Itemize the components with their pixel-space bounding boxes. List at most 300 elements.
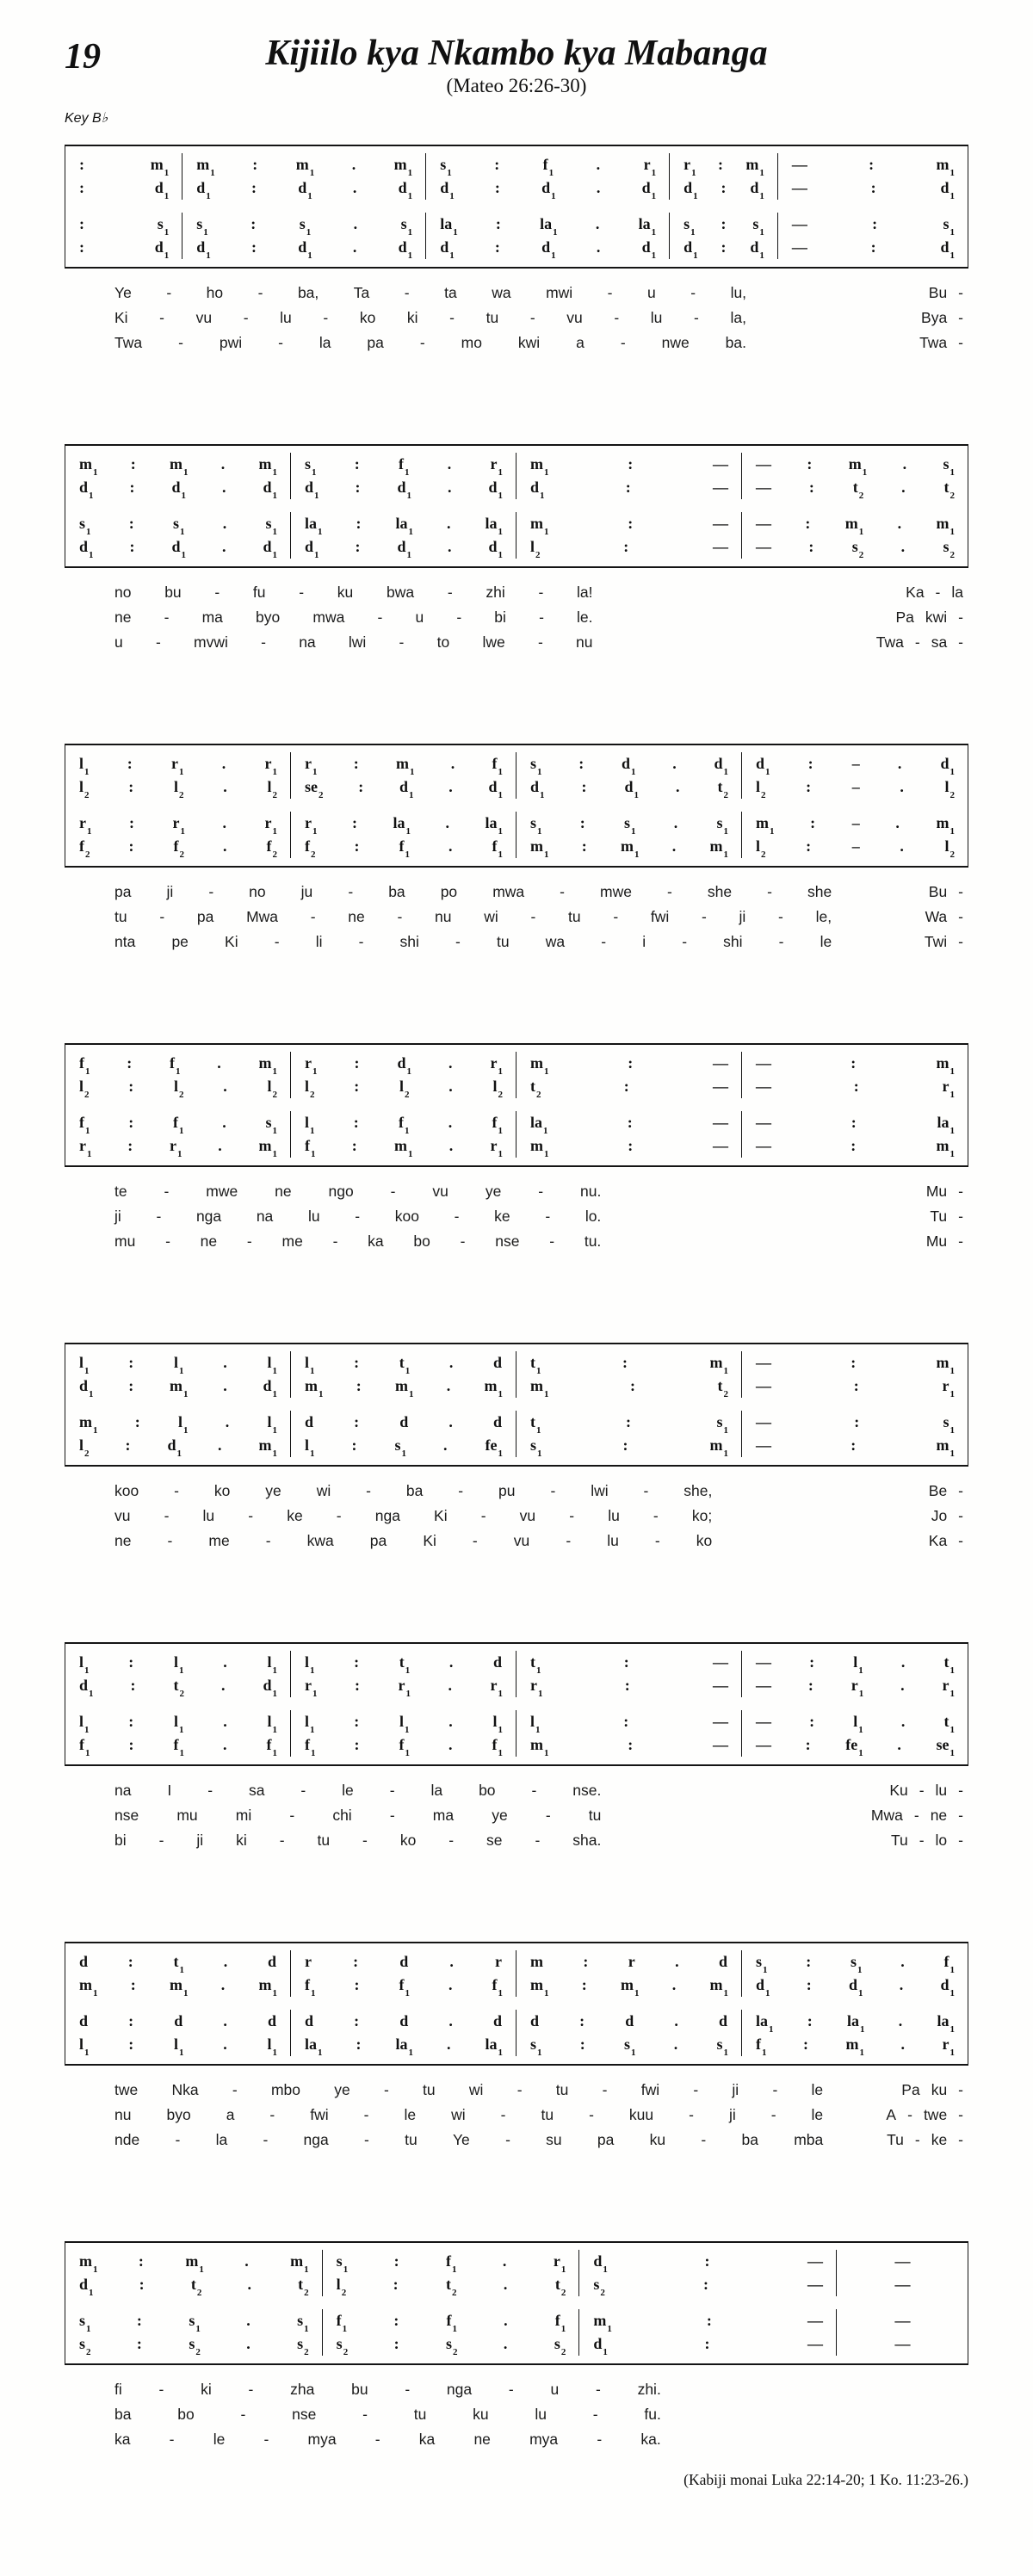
lyric-syllable: le. xyxy=(577,608,593,626)
solfa-note: $s_1$ xyxy=(336,2252,349,2275)
lyric-syllable: la xyxy=(951,584,963,601)
lyric-syllable: - xyxy=(269,2106,275,2123)
voice-row xyxy=(291,1075,516,1098)
dot-separator: . xyxy=(351,156,356,173)
colon-separator: : xyxy=(393,2335,399,2352)
lyric-syllable: - xyxy=(164,1183,170,1200)
lyric-syllable: sha. xyxy=(572,1832,602,1849)
colon-separator: : xyxy=(354,1078,360,1095)
lyric-syllable: shi xyxy=(399,933,419,950)
solfa-note: $d_1$ xyxy=(530,778,545,800)
lyric-syllable: - xyxy=(531,1782,537,1799)
dot-separator: . xyxy=(442,1436,448,1454)
lyric-syllable: mba xyxy=(794,2131,824,2148)
solfa-note: $s_1$ xyxy=(530,814,542,837)
solfa-note: $l_2$ xyxy=(267,778,277,800)
voice-row xyxy=(65,535,290,559)
lyric-syllable: - xyxy=(602,2081,608,2098)
voice-row xyxy=(291,476,516,499)
solfa-note: $d_1$ xyxy=(684,238,698,261)
hold-dash: — xyxy=(756,455,770,473)
lyric-syllable: kwi xyxy=(925,608,948,626)
lyric-syllable: lu xyxy=(608,1507,620,1524)
measure xyxy=(291,1351,516,1398)
solfa-note: $s_1$ xyxy=(157,215,170,238)
solfa-note: $s_1$ xyxy=(299,215,312,238)
hold-dash: — xyxy=(756,1078,770,1095)
solfa-note: $m_1$ xyxy=(621,837,640,860)
voice-row xyxy=(65,453,290,476)
lyric-pickup xyxy=(887,2131,968,2149)
voice-row xyxy=(65,1351,290,1374)
lyric-syllable: - xyxy=(175,2131,181,2148)
lyric-syllable: ba. xyxy=(725,334,746,351)
voice-row xyxy=(742,2033,968,2056)
voice-row xyxy=(65,153,182,176)
colon-separator: : xyxy=(128,2012,134,2029)
dot-separator: . xyxy=(895,814,900,831)
solfa-note: $s_1$ xyxy=(297,2312,309,2334)
voice-row xyxy=(579,2250,836,2273)
lyric-syllable: nse xyxy=(495,1232,520,1250)
solfa-note: $f_1$ xyxy=(305,1736,316,1758)
solfa-note: $d_1$ xyxy=(154,238,170,261)
lyric-syllable: nu. xyxy=(579,1183,602,1200)
measure xyxy=(742,1651,968,1697)
solfa-note: $m_1$ xyxy=(709,837,728,860)
lyric-syllable: pa xyxy=(196,908,214,925)
solfa-note: $m_1$ xyxy=(530,515,549,537)
colon-separator: : xyxy=(128,1736,134,1753)
lyric-syllable: Bu xyxy=(928,883,948,900)
solfa-note: $d_1$ xyxy=(624,778,639,800)
measure xyxy=(426,213,670,259)
lyric-syllable: mwa xyxy=(312,608,345,626)
measure xyxy=(65,2250,323,2296)
lyric-syllable: i xyxy=(642,933,646,950)
solfa-note: $m_1$ xyxy=(709,1436,728,1459)
lyric-syllable: koo xyxy=(114,1482,139,1499)
solfa-note: $d_1$ xyxy=(488,778,503,800)
solfa-note: d xyxy=(305,2012,314,2029)
voice-row xyxy=(516,1111,741,1134)
lyric-syllable: - xyxy=(261,633,266,651)
dot-separator: . xyxy=(223,2035,227,2053)
lyric-syllable: u xyxy=(415,608,424,626)
solfa-note: $f_1$ xyxy=(756,2035,767,2058)
voice-row xyxy=(670,213,777,236)
voice-row xyxy=(291,1411,516,1434)
voice-row xyxy=(291,1950,516,1974)
lyric-syllable: byo xyxy=(166,2106,191,2123)
lyric-main xyxy=(114,2381,661,2399)
solfa-note: $l_1$ xyxy=(853,1713,863,1735)
solfa-note: $l_2$ xyxy=(336,2276,347,2298)
lyric-line xyxy=(114,1778,968,1803)
solfa-note: $d_1$ xyxy=(541,238,556,261)
voice-row xyxy=(323,2309,579,2332)
lyric-pickup xyxy=(929,1482,968,1500)
dot-separator: . xyxy=(217,1054,221,1072)
colon-separator: : xyxy=(353,1953,359,1970)
measure xyxy=(516,1052,742,1098)
lyric-syllable: - xyxy=(643,1482,649,1499)
song-number: 19 xyxy=(65,37,101,77)
colon-separator: : xyxy=(624,1677,630,1694)
lyric-syllable: vu xyxy=(195,309,213,326)
hold-dash: — xyxy=(894,2335,910,2352)
hold-dash: — xyxy=(791,215,807,232)
solfa-note: $r_1$ xyxy=(305,1054,318,1077)
voice-row xyxy=(65,1434,290,1457)
colon-separator: : xyxy=(704,2335,710,2352)
dot-separator: . xyxy=(220,1677,226,1694)
voice-row xyxy=(516,1134,741,1158)
hold-dash: — xyxy=(756,1054,770,1072)
solfa-note: $r_1$ xyxy=(684,156,696,178)
score-box xyxy=(65,744,968,868)
lyric-syllable: - xyxy=(569,1507,575,1524)
solfa-note: $m_1$ xyxy=(258,1976,277,1998)
lyric-syllable: ngo xyxy=(328,1183,354,1200)
lyric-syllable: - xyxy=(383,2081,389,2098)
lyric-pickup xyxy=(895,608,968,627)
hold-dash: — xyxy=(756,1377,770,1394)
lyric-syllable: bo xyxy=(177,2406,195,2423)
measure xyxy=(742,1351,968,1398)
solfa-note: $s_1$ xyxy=(943,215,955,238)
colon-separator: : xyxy=(252,156,258,173)
solfa-note: $r_1$ xyxy=(942,2035,955,2058)
solfa-note: $l_1$ xyxy=(492,1713,503,1735)
solfa-note: $m_1$ xyxy=(196,156,215,178)
lyric-syllable: la xyxy=(430,1782,443,1799)
dot-separator: . xyxy=(448,1736,453,1753)
solfa-note: $m_1$ xyxy=(79,1976,98,1998)
voice-row xyxy=(291,1111,516,1134)
solfa-note: m xyxy=(530,1953,543,1970)
solfa-note: $m_1$ xyxy=(395,1377,414,1399)
lyric-syllable: - xyxy=(539,608,544,626)
lyric-syllable: ho xyxy=(206,284,224,301)
voice-row xyxy=(516,1651,741,1674)
voice-row xyxy=(742,2010,968,2033)
dot-separator: . xyxy=(673,2035,678,2053)
lyric-syllable: tu xyxy=(114,908,127,925)
lyric-pickup xyxy=(930,1208,968,1226)
lyric-line xyxy=(114,605,968,630)
lyric-syllable: mvwi xyxy=(194,633,228,651)
dot-separator: . xyxy=(503,2276,508,2293)
hold-dash: — xyxy=(713,1078,727,1095)
hold-dash: — xyxy=(894,2312,910,2329)
voice-row xyxy=(291,1651,516,1674)
lyric-syllable: bo xyxy=(413,1232,430,1250)
colon-separator: : xyxy=(79,238,84,256)
voice-row xyxy=(742,1075,968,1098)
lyric-syllable: ji xyxy=(728,2106,736,2123)
measure xyxy=(65,1710,291,1757)
measure xyxy=(516,812,742,858)
measure xyxy=(670,213,778,259)
solfa-note: d xyxy=(530,2012,540,2029)
solfa-note: $d_1$ xyxy=(593,2252,608,2275)
lyric-syllable: - xyxy=(289,1807,295,1824)
colon-separator: : xyxy=(851,1354,857,1371)
lyric-main xyxy=(114,584,593,602)
voice-row xyxy=(65,236,182,259)
colon-separator: : xyxy=(702,2276,708,2293)
dot-separator: . xyxy=(900,538,906,555)
colon-separator: : xyxy=(870,238,876,256)
dot-separator: . xyxy=(897,515,902,532)
dot-separator: . xyxy=(900,1953,905,1970)
solfa-note: $m_1$ xyxy=(79,2252,98,2275)
measure xyxy=(291,1710,516,1757)
dot-separator: . xyxy=(446,515,451,532)
dot-separator: . xyxy=(223,1354,227,1371)
lyric-syllable: tu. xyxy=(584,1232,602,1250)
solfa-note: $s_1$ xyxy=(440,156,452,178)
solfa-note: $m_1$ xyxy=(845,2035,864,2058)
solfa-note: $s_1$ xyxy=(850,1953,863,1975)
voice-row xyxy=(65,2332,322,2356)
solfa-note: $l_2$ xyxy=(399,1078,410,1100)
hold-dash: — xyxy=(756,1137,770,1154)
lyric-syllable: - xyxy=(693,2081,699,2098)
lyric-syllable: wi xyxy=(451,2106,466,2123)
lyric-syllable: - xyxy=(958,908,963,925)
solfa-note: $m_1$ xyxy=(530,1377,549,1399)
lyric-syllable: - xyxy=(263,2131,269,2148)
lyric-syllable: ji xyxy=(114,1208,121,1225)
solfa-note: $s_1$ xyxy=(684,215,696,238)
solfa-note: $m_1$ xyxy=(936,515,955,537)
lyric-syllable: - xyxy=(460,1232,466,1250)
solfa-note: $d_1$ xyxy=(79,1677,94,1699)
solfa-note: $f_1$ xyxy=(398,455,410,478)
lyric-syllable: - xyxy=(399,633,405,651)
lyric-line xyxy=(114,1229,968,1254)
voice-row xyxy=(65,476,290,499)
lyric-syllable: bwa xyxy=(387,584,415,601)
lyrics-block xyxy=(65,2078,968,2153)
dot-separator: . xyxy=(447,455,452,473)
lyric-syllable: Pa xyxy=(901,2081,920,2098)
hold-dash: — xyxy=(807,2312,822,2329)
solfa-note: $t_1$ xyxy=(530,1354,541,1376)
dot-separator: . xyxy=(221,755,226,772)
colon-separator: : xyxy=(79,179,84,196)
lyric-syllable: bo xyxy=(479,1782,496,1799)
solfa-note: $l_1$ xyxy=(305,1713,315,1735)
solfa-note: d xyxy=(399,1413,409,1430)
lyric-syllable: ta xyxy=(444,284,457,301)
voice-row xyxy=(742,1111,968,1134)
solfa-note: $l_2$ xyxy=(267,1078,277,1100)
hold-dash: — xyxy=(756,1413,770,1430)
staff-pair xyxy=(65,812,968,858)
lyric-syllable: lwe xyxy=(482,633,505,651)
solfa-note: $m_1$ xyxy=(393,156,413,178)
hold-dash: — xyxy=(791,156,807,173)
solfa-note: $la_1$ xyxy=(305,2035,323,2058)
lyric-syllable: pa xyxy=(597,2131,615,2148)
dot-separator: . xyxy=(448,1677,452,1694)
dot-separator: . xyxy=(223,1713,227,1730)
colon-separator: : xyxy=(128,1114,134,1131)
lyric-syllable: - xyxy=(323,309,329,326)
lyric-syllable: Ye xyxy=(114,284,132,301)
lyric-pickup xyxy=(906,584,968,602)
solfa-note: $d_1$ xyxy=(298,179,312,201)
solfa-note: $r_1$ xyxy=(490,455,503,478)
lyrics-block xyxy=(65,580,968,655)
lyric-syllable: - xyxy=(214,584,220,601)
lyric-syllable: - xyxy=(449,309,455,326)
colon-separator: : xyxy=(354,1413,360,1430)
lyric-syllable: lu, xyxy=(730,284,747,301)
lyric-syllable: - xyxy=(919,1782,925,1799)
solfa-note: $la_1$ xyxy=(305,515,323,537)
colon-separator: : xyxy=(854,1413,860,1430)
measure xyxy=(65,2010,291,2056)
measure xyxy=(426,153,670,200)
dot-separator: . xyxy=(221,479,226,496)
hold-dash: – xyxy=(851,837,859,855)
colon-separator: : xyxy=(628,455,634,473)
colon-separator: : xyxy=(136,2335,142,2352)
solfa-note: $t_1$ xyxy=(530,1413,541,1436)
solfa-note: $d_1$ xyxy=(263,1677,277,1699)
lyric-syllable: Ki xyxy=(114,309,128,326)
solfa-note: $t_1$ xyxy=(943,1653,955,1676)
hold-dash: — xyxy=(807,2335,823,2352)
staff-pair xyxy=(65,213,968,259)
solfa-note: $m_1$ xyxy=(936,1436,955,1459)
lyric-syllable: Mu xyxy=(925,1232,948,1250)
lyric-syllable: mbo xyxy=(270,2081,300,2098)
lyric-syllable: ki xyxy=(201,2381,212,2398)
colon-separator: : xyxy=(623,538,629,555)
measure xyxy=(742,752,968,799)
dot-separator: . xyxy=(901,479,906,496)
voice-row xyxy=(742,1411,968,1434)
solfa-note: $la_1$ xyxy=(540,215,558,238)
lyric-syllable: nu xyxy=(435,908,452,925)
lyric-syllable: - xyxy=(156,1208,162,1225)
measure xyxy=(65,1052,291,1098)
solfa-note: $l_1$ xyxy=(173,2035,184,2058)
measure xyxy=(291,1950,516,1997)
solfa-note: $r_1$ xyxy=(172,814,185,837)
score-box xyxy=(65,1942,968,2066)
lyric-syllable: - xyxy=(535,1832,541,1849)
lyric-syllable: lu xyxy=(535,2406,547,2423)
dot-separator: . xyxy=(900,1653,906,1671)
dot-separator: . xyxy=(900,1713,906,1730)
voice-row xyxy=(291,812,516,835)
solfa-note: $d_1$ xyxy=(196,179,211,201)
dot-separator: . xyxy=(504,2312,508,2329)
lyric-syllable: - xyxy=(958,2081,963,2098)
solfa-note: $d_1$ xyxy=(621,755,636,777)
lyric-main xyxy=(114,1807,601,1825)
voice-row xyxy=(516,1674,741,1697)
colon-separator: : xyxy=(355,538,361,555)
voice-row xyxy=(291,1733,516,1757)
lyric-syllable: fwi xyxy=(310,2106,329,2123)
lyric-syllable: - xyxy=(550,1482,556,1499)
lyric-syllable: zha xyxy=(290,2381,315,2398)
solfa-note: $t_1$ xyxy=(530,1653,541,1676)
solfa-note: $m_1$ xyxy=(936,1354,955,1376)
lyric-syllable: - xyxy=(505,2131,510,2148)
lyric-syllable: - xyxy=(248,1507,254,1524)
solfa-note: $t_2$ xyxy=(173,1677,184,1699)
solfa-note: $s_1$ xyxy=(530,2035,542,2058)
lyric-syllable: - xyxy=(958,883,963,900)
lyric-line xyxy=(114,1204,968,1229)
measure xyxy=(742,1710,968,1757)
music-system-7 xyxy=(65,1942,968,2153)
solfa-note: r xyxy=(628,1953,635,1970)
voice-row xyxy=(65,1052,290,1075)
hold-dash: — xyxy=(713,455,727,473)
lyric-syllable: - xyxy=(778,933,784,950)
lyric-main xyxy=(114,2081,823,2099)
measure xyxy=(579,2309,837,2356)
solfa-note: $r_1$ xyxy=(305,755,318,777)
lyric-syllable: - xyxy=(545,1807,551,1824)
solfa-note: $d_1$ xyxy=(305,538,319,560)
lyric-syllable: nga xyxy=(446,2381,473,2398)
solfa-note: $s_2$ xyxy=(943,538,955,560)
solfa-note: $f_1$ xyxy=(492,1736,503,1758)
solfa-note: $d_1$ xyxy=(79,538,94,560)
lyric-syllable: na xyxy=(299,633,316,651)
voice-row xyxy=(291,1052,516,1075)
solfa-note: $m_1$ xyxy=(756,814,775,837)
voice-row xyxy=(65,1950,290,1974)
lyric-syllable: nse. xyxy=(572,1782,602,1799)
colon-separator: : xyxy=(128,1354,134,1371)
hold-dash: — xyxy=(807,2252,823,2270)
lyric-syllable: - xyxy=(767,883,772,900)
lyric-syllable: nu xyxy=(114,2106,132,2123)
solfa-note: d xyxy=(79,1953,89,1970)
colon-separator: : xyxy=(354,1054,360,1072)
lyric-syllable: - xyxy=(770,2106,776,2123)
solfa-note: $l_2$ xyxy=(173,778,184,800)
solfa-note: $la_1$ xyxy=(638,215,657,238)
score-box xyxy=(65,145,968,269)
measure xyxy=(65,752,291,799)
lyric-syllable: - xyxy=(164,1507,170,1524)
lyric-syllable: lo xyxy=(935,1832,948,1849)
lyric-pickup xyxy=(889,1782,968,1800)
voice-row xyxy=(742,812,968,835)
measure xyxy=(516,2010,742,2056)
voice-row xyxy=(670,176,777,200)
solfa-note: $m_1$ xyxy=(79,1413,98,1436)
voice-row xyxy=(516,476,741,499)
solfa-note: $s_2$ xyxy=(554,2335,566,2357)
voice-row xyxy=(65,1733,290,1757)
colon-separator: : xyxy=(125,1436,131,1454)
lyric-syllable: - xyxy=(336,1507,342,1524)
lyric-syllable: nu xyxy=(576,633,593,651)
